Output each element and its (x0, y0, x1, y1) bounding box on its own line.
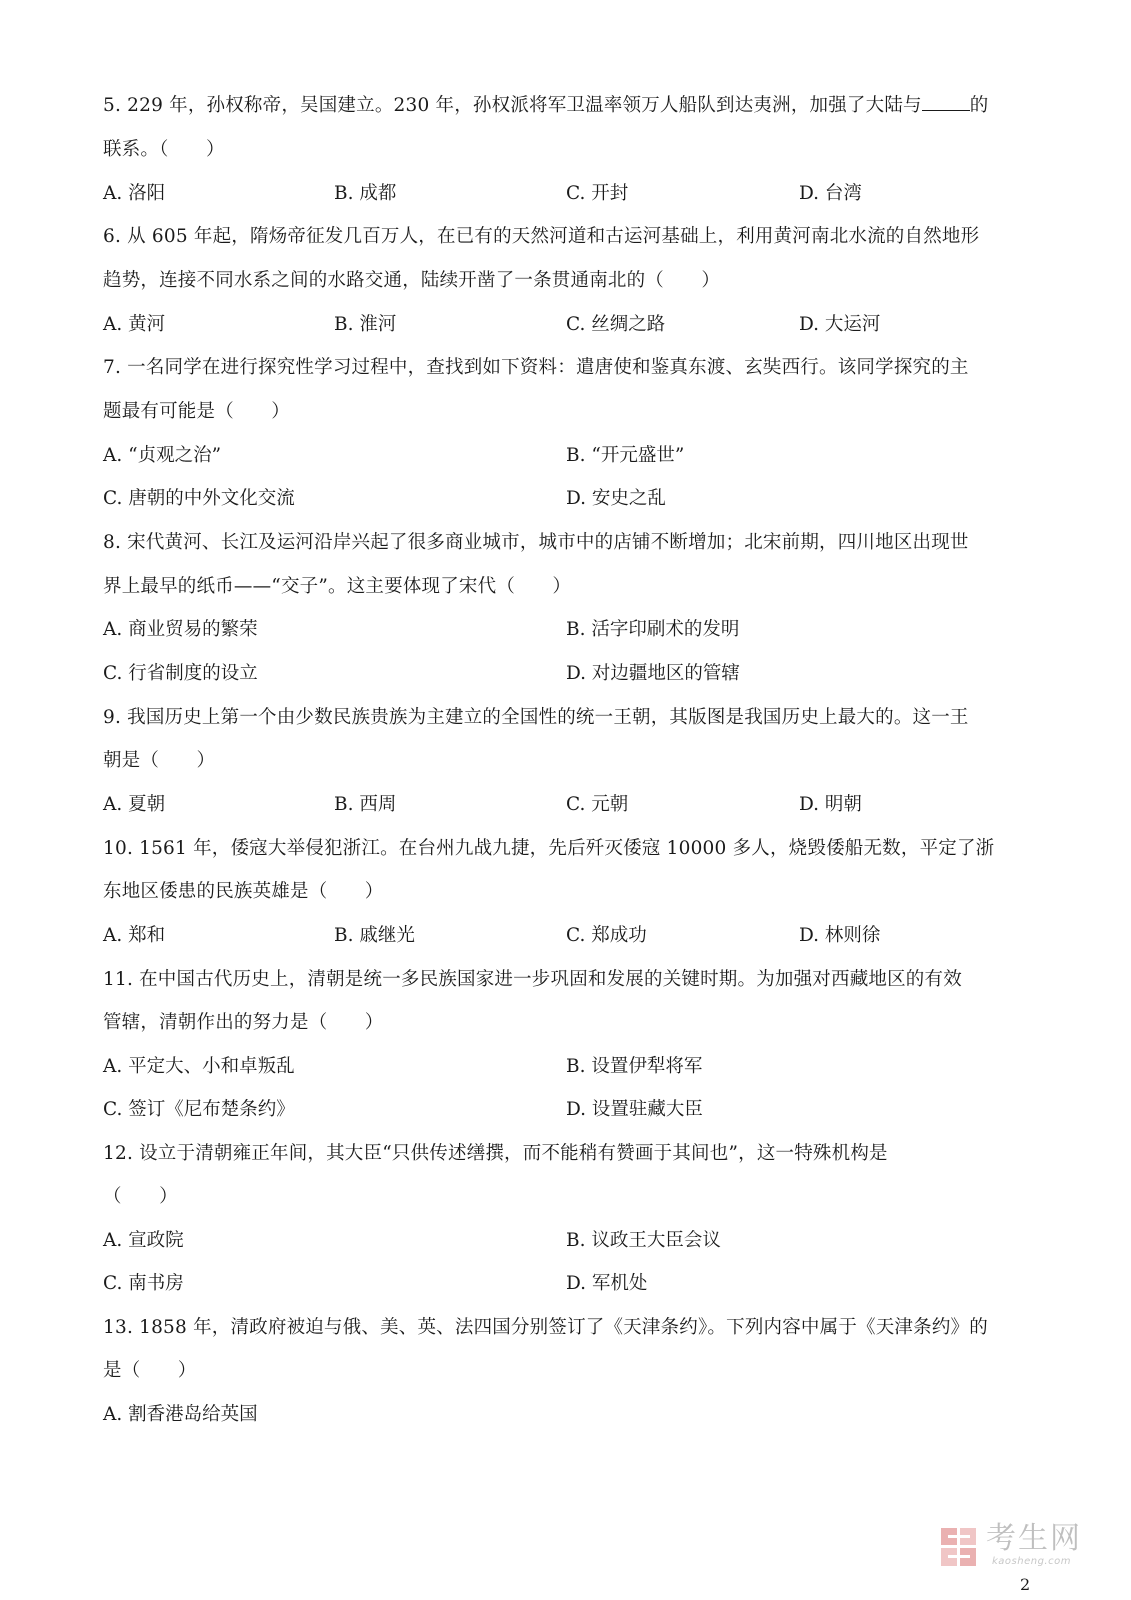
question-10-option-d: D. 林则徐 (799, 925, 881, 946)
page-number: 2 (1020, 1575, 1031, 1594)
watermark (940, 1522, 1115, 1572)
question-12-option-b: B. 议政王大臣会议 (566, 1230, 721, 1251)
question-8-option-d: D. 对边疆地区的管辖 (566, 663, 740, 684)
question-5-option-c: C. 开封 (566, 183, 629, 204)
watermark-text: 考生网 (986, 1521, 1082, 1556)
question-6-option-c: C. 丝绸之路 (566, 314, 666, 335)
question-7-line-1: 7. 一名同学在进行探究性学习过程中，查找到如下资料：遣唐使和鉴真东渡、玄奘西行。该同学探究的主 (103, 357, 969, 378)
question-7-line-2: 题最有可能是（ ） (103, 401, 291, 422)
question-11-option-b: B. 设置伊犁将军 (566, 1056, 703, 1077)
question-7-option-b: B. “开元盛世” (566, 445, 685, 466)
question-8-line-1: 8. 宋代黄河、长江及运河沿岸兴起了很多商业城市，城市中的店铺不断增加；北宋前期，四川地区出现世 (103, 532, 969, 553)
question-8-option-c: C. 行省制度的设立 (103, 663, 258, 684)
question-13-option-a: A. 割香港岛给英国 (103, 1404, 258, 1425)
question-5-text: 5. 229 年，孙权称帝，吴国建立。230 年，孙权派将军卫温率领万人船队到达夷洲，加强了大陆与 (103, 95, 922, 116)
question-10-option-c: C. 郑成功 (566, 925, 647, 946)
question-6-option-d: D. 大运河 (799, 314, 881, 335)
question-10-option-b: B. 戚继光 (334, 925, 415, 946)
question-9-line-2: 朝是（ ） (103, 750, 216, 771)
question-11-option-a: A. 平定大、小和卓叛乱 (103, 1056, 295, 1077)
question-5-option-b: B. 成都 (334, 183, 397, 204)
question-10-line-2: 东地区倭患的民族英雄是（ ） (103, 881, 384, 902)
question-7-option-c: C. 唐朝的中外文化交流 (103, 488, 295, 509)
question-5-line-1 (103, 92, 1033, 120)
question-6-line-1: 6. 从 605 年起，隋炀帝征发几百万人，在已有的天然河道和古运河基础上，利用黄河南北水流的自然地形 (103, 226, 980, 247)
question-12-option-a: A. 宣政院 (103, 1230, 184, 1251)
question-6-option-a: A. 黄河 (103, 314, 166, 335)
question-8-line-2: 界上最早的纸币——“交子”。这主要体现了宋代（ ） (103, 576, 572, 597)
question-9-option-b: B. 西周 (334, 794, 397, 815)
question-9-option-c: C. 元朝 (566, 794, 629, 815)
kaosheng-logo-icon (940, 1526, 978, 1568)
watermark-url: kaosheng.com (992, 1556, 1071, 1567)
question-5-option-a: A. 洛阳 (103, 183, 166, 204)
question-11-line-1: 11. 在中国古代历史上，清朝是统一多民族国家进一步巩固和发展的关键时期。为加强对西藏地区的有效 (103, 969, 962, 990)
question-9-option-a: A. 夏朝 (103, 794, 166, 815)
question-12-line-1: 12. 设立于清朝雍正年间，其大臣“只供传述缮撰，而不能稍有赞画于其间也”，这一特殊机构是 (103, 1143, 888, 1164)
answer-blank (922, 92, 970, 111)
question-11-option-d: D. 设置驻藏大臣 (566, 1099, 703, 1120)
question-11-line-2: 管辖，清朝作出的努力是（ ） (103, 1012, 384, 1033)
question-10-line-1: 10. 1561 年，倭寇大举侵犯浙江。在台州九战九捷，先后歼灭倭寇 10000 多人，烧毁倭船无数，平定了浙 (103, 838, 995, 859)
question-13-line-1: 13. 1858 年，清政府被迫与俄、美、英、法四国分别签订了《天津条约》。下列内容中属于《天津条约》的 (103, 1317, 988, 1338)
question-12-option-c: C. 南书房 (103, 1273, 184, 1294)
question-5-text-end: 的 (969, 95, 989, 116)
question-12-line-2: （ ） (103, 1186, 178, 1207)
question-8-option-a: A. 商业贸易的繁荣 (103, 619, 258, 640)
question-6-line-2: 趋势，连接不同水系之间的水路交通，陆续开凿了一条贯通南北的（ ） (103, 270, 721, 291)
question-12-option-d: D. 军机处 (566, 1273, 648, 1294)
question-9-line-1: 9. 我国历史上第一个由少数民族贵族为主建立的全国性的统一王朝，其版图是我国历史上最大的。这一王 (103, 707, 969, 728)
question-9-option-d: D. 明朝 (799, 794, 862, 815)
question-11-option-c: C. 签订《尼布楚条约》 (103, 1099, 295, 1120)
question-10-option-a: A. 郑和 (103, 925, 166, 946)
question-6-option-b: B. 淮河 (334, 314, 397, 335)
question-7-option-d: D. 安史之乱 (566, 488, 666, 509)
question-13-line-2: 是（ ） (103, 1360, 197, 1381)
question-7-option-a: A. “贞观之治” (103, 445, 222, 466)
question-5-option-d: D. 台湾 (799, 183, 862, 204)
question-8-option-b: B. 活字印刷术的发明 (566, 619, 740, 640)
question-5-line-2: 联系。（ ） (103, 139, 225, 160)
